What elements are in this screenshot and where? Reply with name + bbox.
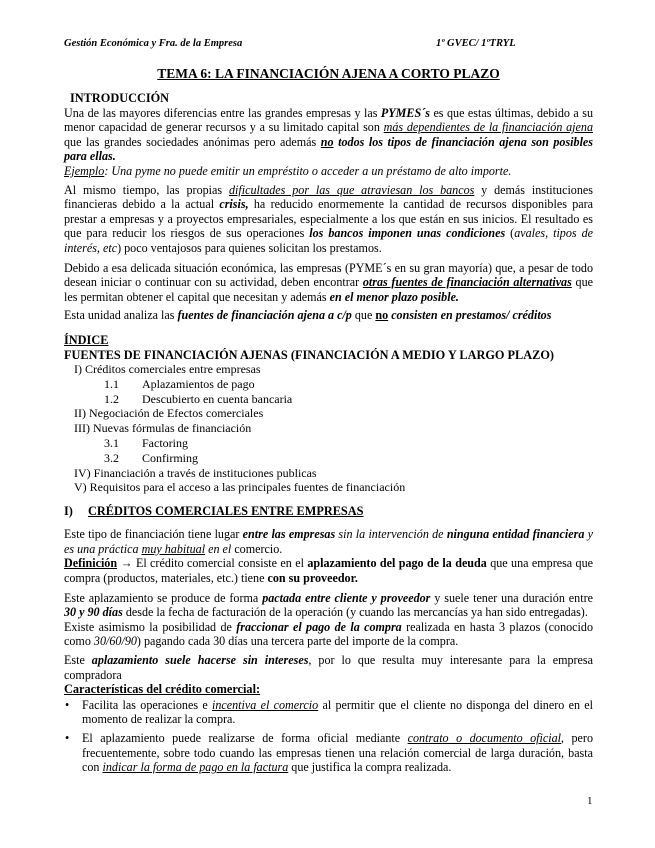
page-number: 1 [587,795,593,807]
intro-paragraph-2: Al mismo tiempo, las propias dificultades por las que atraviesan los bancos y demás instituciones financieras debido a la actual crisis, ha reducido enormemente la cantidad de recursos disponibles para prestar a empresas y a proyectos empresariales, especialmente a los que están en sus inicios. El resultado es que para reducir los riesgos de sus operaciones los bancos imponen unas condiciones (avales, tipos de interés, etc) poco ventajosos para quienes solicitan los prestamos. [64,182,594,255]
table-of-contents [64,362,593,495]
document-title: TEMA 6: LA FINANCIACIÓN AJENA A CORTO PLAZO [157,66,500,81]
intro-example: Ejemplo: Una pyme no puede emitir un empréstito o acceder a un préstamo de alto importe. [64,163,512,178]
bullet-icon: • [65,697,70,712]
toc-item: 3.1 Factoring [104,436,188,451]
toc-item: 1.2 Descubierto en cuenta bancaria [104,391,293,406]
bullet-icon: • [65,730,70,745]
toc-item: III) Nuevas fórmulas de financiación [74,421,252,436]
intro-paragraph-1: Una de las mayores diferencias entre las grandes empresas y las PYMES´s es que estas últimas, debido a su menor capacidad de generar recursos y a su limitado capital son más dependientes de la financiación ajena que las grandes sociedades anónimas pero además no todos los tipos de financiación ajena son posibles para ellas. [64,105,594,164]
intro-paragraph-4: Esta unidad analiza las fuentes de financiación ajena a c/p que no consisten en prestamos/ créditos [64,308,552,323]
header-course: Gestión Económica y Fra. de la Empresa [64,38,243,49]
toc-item: 1.1 Aplazamientos de pago [104,376,255,391]
characteristics-list [64,698,593,775]
intro-heading: INTRODUCCIÓN [70,91,170,105]
list-item: • El aplazamiento puede realizarse de forma oficial mediante contrato o documento oficial, pero frecuentemente, sobre todo cuando las empresas tienen una relación comercial de larga duración, basta con indicar la forma de pago en la factura que justifica la compra realizada. [65,730,593,775]
section-1-paragraph-1: Este tipo de financiación tiene lugar entre las empresas sin la intervención de ninguna entidad financiera y es una práctica muy habitual en el comercio. [64,527,593,556]
section-1-paragraph-3: Existe asimismo la posibilidad de fraccionar el pago de la compra realizada en hasta 3 plazos (conocido como 30/60/90) pagando cada 30 días una tercera parte del importe de la compra. [64,619,593,649]
toc-item: 3.2 Confirming [104,450,198,465]
toc-item: I) Créditos comerciales entre empresas [74,362,261,377]
running-header [64,38,593,54]
section-1-heading: I) CRÉDITOS COMERCIALES ENTRE EMPRESAS [64,504,364,519]
section-1-definition: Definición → El crédito comercial consiste en el aplazamiento del pago de la deuda que una empresa que compra (productos, materiales, etc.) tiene con su proveedor. [64,556,593,586]
intro-paragraph-3: Debido a esa delicada situación económica, las empresas (PYME´s en su gran mayoría) que, a pesar de todo desean iniciar o continuar con su actividad, deben encontrar otras fuentes de financiación alternativas que les permitan obtener el capital que necesitan y además en el menor plazo posible. [64,260,593,304]
index-heading: ÍNDICE [64,332,109,347]
list-item: • Facilita las operaciones e incentiva el comercio al permitir que el cliente no disponga del dinero en el momento de realizar la compra. [65,697,594,727]
index-subheading: FUENTES DE FINANCIACIÓN AJENAS (FINANCIACIÓN A MEDIO Y LARGO PLAZO) [64,347,554,362]
section-1-paragraph-4: Este aplazamiento suele hacerse sin intereses, por lo que resulta muy interesante para la empresa compradora [64,653,593,682]
document-page [64,38,593,779]
section-1-paragraph-2: Este aplazamiento se produce de forma pactada entre cliente y proveedor y suele tener una duración entre 30 y 90 días desde la fecha de facturación de la operación (y cuando las mercancías ya han sido entregadas). [64,590,593,620]
toc-item: V) Requisitos para el acceso a las principales fuentes de financiación [74,480,406,495]
toc-item: II) Negociación de Efectos comerciales [74,406,264,421]
toc-item: IV) Financiación a través de instituciones publicas [74,465,317,480]
header-group: 1º GVEC/ 1ºTRYL [436,38,516,49]
characteristics-heading: Características del crédito comercial: [64,682,261,697]
